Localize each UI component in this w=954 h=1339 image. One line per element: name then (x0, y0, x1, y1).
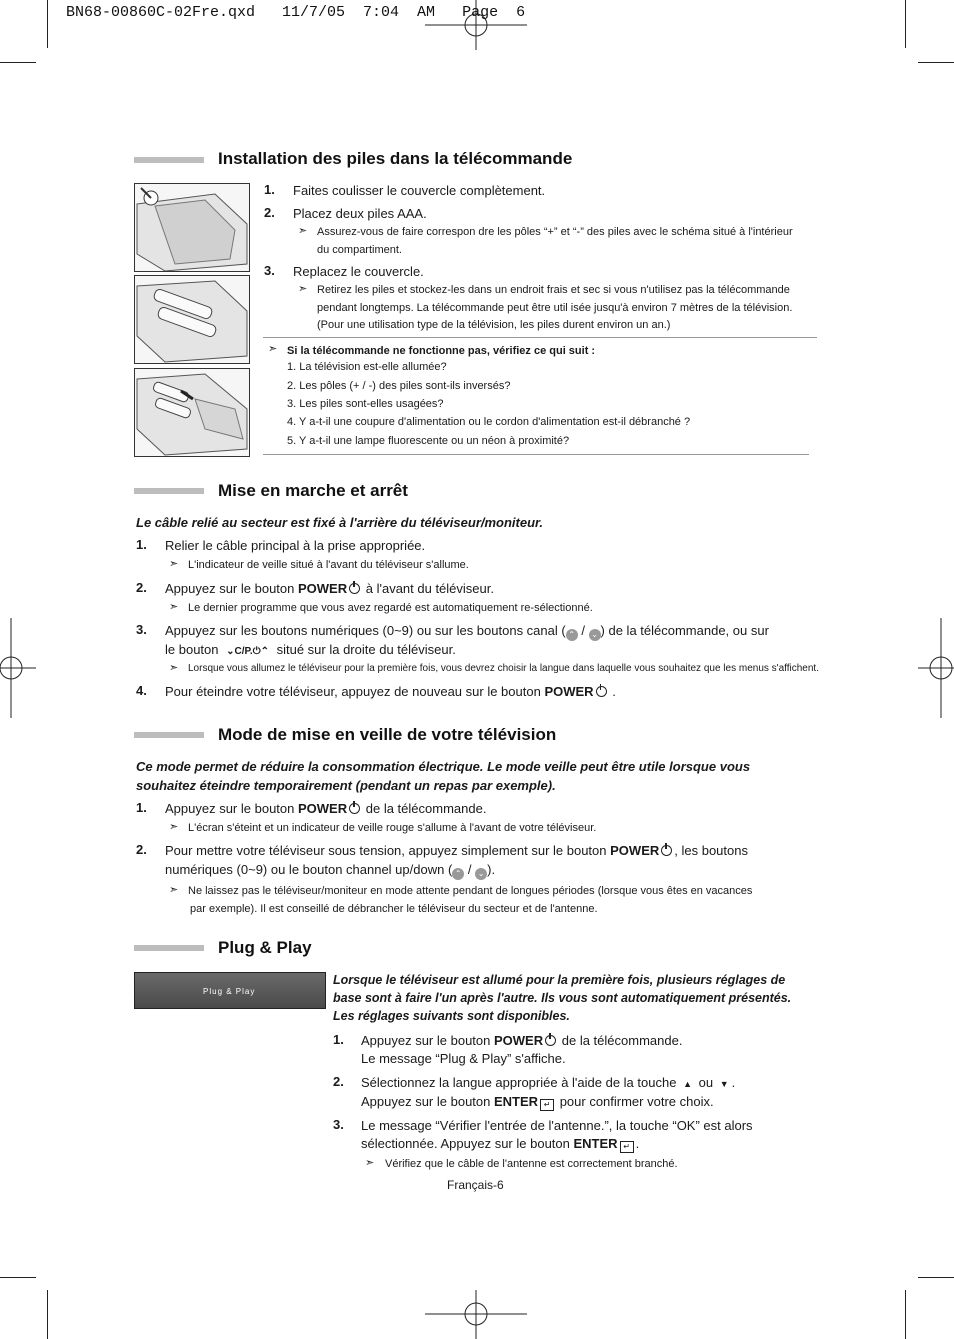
arrow-down-icon: ▼ (719, 1079, 729, 1089)
section-title-plug-play: Plug & Play (218, 938, 312, 957)
registration-mark-left (0, 618, 36, 718)
note-arrow-icon: ➣ (169, 821, 179, 833)
power-icon (349, 583, 360, 594)
step-text: Appuyez sur le bouton POWER de la télécommande. (361, 1033, 683, 1048)
note-arrow-icon: ➣ (298, 283, 308, 295)
crop-mark (0, 1277, 36, 1278)
registration-mark-right (918, 618, 954, 718)
check-item: 3. Les piles sont-elles usagées? (287, 398, 444, 410)
step-text: Pour mettre votre téléviseur sous tension, appuyez simplement sur le bouton POWER , les boutons (165, 843, 748, 858)
step-text: sélectionnée. Appuyez sur le bouton ENTER ↵ . (361, 1136, 640, 1151)
note-text: L'écran s'éteint et un indicateur de veille rouge s'allume à l'avant de votre téléviseur. (188, 822, 597, 834)
note-arrow-icon: ➣ (298, 225, 308, 237)
note-text: par exemple). Il est conseillé de débrancher le téléviseur du secteur et de l'antenne. (190, 903, 598, 915)
note-text: Vérifiez que le câble de l'antenne est correctement branché. (385, 1158, 678, 1170)
step-text: Replacez le couvercle. (293, 264, 424, 279)
step-text: Pour éteindre votre téléviseur, appuyez de nouveau sur le bouton POWER . (165, 684, 616, 699)
note-text: Le dernier programme que vous avez regardé est automatiquement re-sélectionné. (188, 602, 593, 614)
enter-icon: ↵ (540, 1099, 554, 1111)
crop-mark (905, 1290, 906, 1339)
section-bar (134, 488, 204, 494)
step-number: 3. (333, 1117, 344, 1132)
crop-mark (47, 1290, 48, 1339)
print-header: BN68-00860C-02Fre.qxd 11/7/05 7:04 AM Page 6 (66, 4, 526, 21)
channel-down-icon: ⌄ (589, 629, 601, 641)
step-text: Relier le câble principal à la prise appropriée. (165, 538, 426, 553)
divider (263, 337, 817, 338)
crop-mark (918, 1277, 954, 1278)
step-number: 1. (333, 1032, 344, 1047)
step-number: 3. (136, 622, 147, 637)
intro-text: Les réglages suivants sont disponibles. (333, 1009, 570, 1023)
step-number: 2. (333, 1074, 344, 1089)
power-icon (661, 845, 672, 856)
remote-image-3 (134, 368, 250, 457)
step-text: Appuyez sur les boutons numériques (0~9) ou sur les boutons canal ( ⌃ / ⌄ ) de la télécommande, ou sur (165, 623, 769, 639)
step-number: 2. (264, 205, 275, 220)
section-title-standby: Mode de mise en veille de votre télévision (218, 725, 557, 744)
divider (263, 454, 809, 455)
step-number: 4. (136, 683, 147, 698)
channel-down-icon: ⌄ (475, 868, 487, 880)
check-item: 4. Y a-t-il une coupure d'alimentation ou le cordon d'alimentation est-il débranché ? (287, 416, 691, 428)
intro-text: Le câble relié au secteur est fixé à l'arrière du téléviseur/moniteur. (136, 515, 543, 530)
page-number: Français-6 (447, 1178, 504, 1192)
note-arrow-icon: ➣ (169, 884, 179, 896)
check-title: Si la télécommande ne fonctionne pas, vérifiez ce qui suit : (287, 345, 596, 357)
cp-button-icon: ⌄C/P.⏻⌃ (226, 646, 269, 657)
step-text: Placez deux piles AAA. (293, 206, 427, 221)
intro-text: souhaitez éteindre temporairement (pendant un repas par exemple). (136, 778, 556, 793)
step-number: 2. (136, 842, 147, 857)
enter-icon: ↵ (620, 1141, 634, 1153)
step-text: Le message “Vérifier l'entrée de l'antenne.”, la touche “OK” est alors (361, 1118, 753, 1133)
arrow-up-icon: ▲ (683, 1079, 692, 1089)
crop-mark (47, 0, 48, 48)
note-arrow-icon: ➣ (169, 601, 179, 613)
section-bar (134, 732, 204, 738)
step-text: Sélectionnez la langue appropriée à l'aide de la touche ▲ ou ▼ . (361, 1075, 736, 1090)
step-text: numériques (0~9) ou le bouton channel up/down ( ⌃ / ⌄ ). (165, 862, 496, 878)
note-arrow-icon: ➣ (268, 343, 278, 355)
step-text: Faites coulisser le couvercle complètement. (293, 183, 546, 198)
check-item: 2. Les pôles (+ / -) des piles sont-ils inversés? (287, 380, 511, 392)
step-text: Appuyez sur le bouton ENTER ↵ pour confirmer votre choix. (361, 1094, 714, 1109)
section-title-power: Mise en marche et arrêt (218, 481, 408, 500)
remote-image-2 (134, 275, 250, 364)
note-arrow-icon: ➣ (365, 1157, 375, 1169)
step-number: 1. (264, 182, 275, 197)
intro-text: Ce mode permet de réduire la consommation électrique. Le mode veille peut être utile lorsque vous (136, 759, 751, 774)
step-number: 1. (136, 800, 147, 815)
step-text: Appuyez sur le bouton POWER à l'avant du téléviseur. (165, 581, 494, 596)
power-icon (596, 686, 607, 697)
note-text: Assurez-vous de faire correspon dre les pôles “+” et “-” des piles avec le schéma situé à l'intérieur (317, 226, 793, 238)
crop-mark (905, 0, 906, 48)
note-text: pendant longtemps. La télécommande peut être util isée jusqu'à environ 7 mètres de la télévision. (317, 302, 793, 314)
note-text: Ne laissez pas le téléviseur/moniteur en mode attente pendant de longues périodes (lorsque vous êtes en vacances (188, 885, 753, 897)
power-icon (545, 1035, 556, 1046)
channel-up-icon: ⌃ (452, 868, 464, 880)
note-arrow-icon: ➣ (169, 662, 179, 674)
step-text: le bouton ⌄C/P.⏻⌃ situé sur la droite du téléviseur. (165, 642, 456, 657)
section-bar (134, 945, 204, 951)
power-icon (349, 803, 360, 814)
note-text: Lorsque vous allumez le téléviseur pour la première fois, vous devrez choisir la langue dans laquelle vous souhaitez que les menus s'affichent. (188, 663, 819, 674)
registration-mark-bottom (425, 1290, 527, 1339)
section-bar (134, 157, 204, 163)
remote-image-1 (134, 183, 250, 272)
note-text: L'indicateur de veille situé à l'avant du téléviseur s'allume. (188, 559, 469, 571)
step-number: 3. (264, 263, 275, 278)
check-item: 1. La télévision est-elle allumée? (287, 361, 447, 373)
note-arrow-icon: ➣ (169, 558, 179, 570)
channel-up-icon: ⌃ (566, 629, 578, 641)
plug-play-screen-label: Plug & Play (203, 987, 256, 996)
note-text: (Pour une utilisation type de la télévision, les piles durent environ un an.) (317, 319, 671, 331)
intro-text: base sont à faire l'un après l'autre. Ils vous sont automatiquement présentés. (333, 991, 792, 1005)
step-text: Appuyez sur le bouton POWER de la télécommande. (165, 801, 487, 816)
step-text: Le message “Plug & Play” s'affiche. (361, 1051, 566, 1066)
step-number: 2. (136, 580, 147, 595)
note-text: Retirez les piles et stockez-les dans un endroit frais et sec si vous n'utilisez pas la télécommande (317, 284, 790, 296)
note-text: du compartiment. (317, 244, 402, 256)
crop-mark (0, 62, 36, 63)
crop-mark (918, 62, 954, 63)
step-number: 1. (136, 537, 147, 552)
section-title-batteries: Installation des piles dans la télécommande (218, 149, 573, 168)
plug-play-screen (134, 972, 326, 1009)
intro-text: Lorsque le téléviseur est allumé pour la première fois, plusieurs réglages de (333, 973, 786, 987)
check-item: 5. Y a-t-il une lampe fluorescente ou un néon à proximité? (287, 435, 570, 447)
